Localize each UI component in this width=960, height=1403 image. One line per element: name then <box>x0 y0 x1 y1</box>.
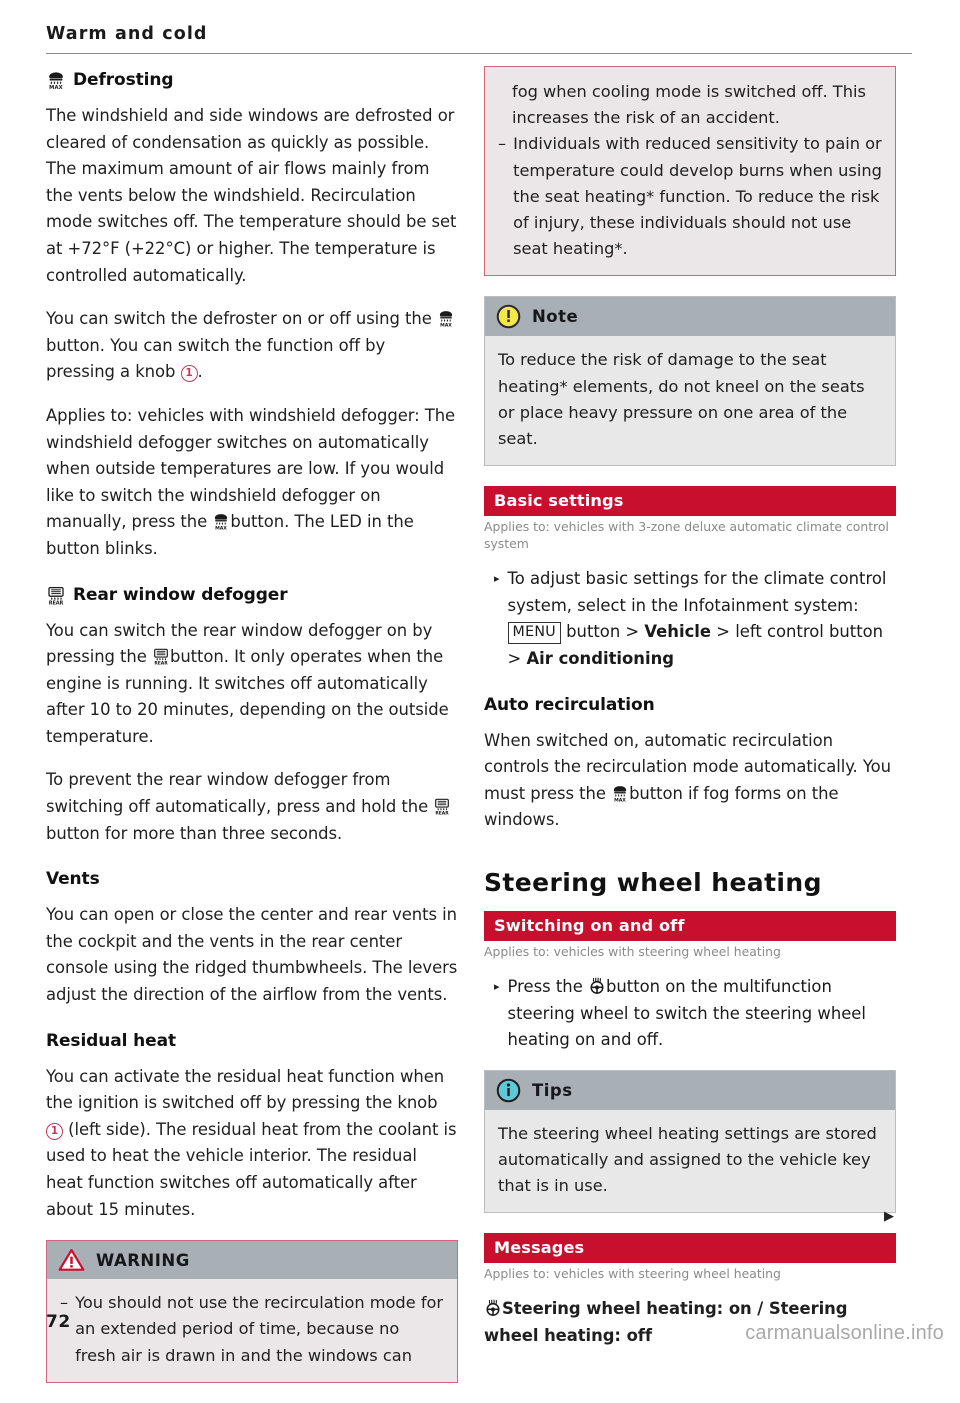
callout-ref-1: 1 <box>181 365 198 382</box>
rear-defogger-p2-part-b: button for more than three seconds. <box>46 823 343 843</box>
defrosting-p2-part-a: You can switch the defroster on or off using the <box>46 309 432 329</box>
switching-on-off-bar: Switching on and off <box>484 911 896 941</box>
max-defrost-icon <box>46 70 66 90</box>
basic-settings-applies-to: Applies to: vehicles with 3-zone deluxe automatic climate control system <box>484 519 889 552</box>
defrosting-p2-end: . <box>197 362 203 382</box>
vents-heading: Vents <box>46 869 100 890</box>
running-header-title: Warm and cold <box>46 24 208 44</box>
warning-continued-second-text: Individuals with reduced sensitivity to pain or temperature could develop burns when using the seat heating* function. To reduce the risk of injury, these individuals should not use seat heating*. <box>513 134 882 259</box>
left-column <box>46 66 458 1403</box>
max-defrost-icon <box>437 309 455 327</box>
warning-continued-first-text: fog when cooling mode is switched off. This increases the risk of an accident. <box>512 82 866 128</box>
step-arrow-icon: ▸ <box>494 979 500 993</box>
residual-heat-heading: Residual heat <box>46 1030 176 1051</box>
note-callout-header <box>485 297 895 336</box>
tips-callout-body <box>485 1110 895 1213</box>
note-callout-title: Note <box>532 307 579 327</box>
svg-text:MAX: MAX <box>49 85 63 90</box>
svg-text:MAX: MAX <box>440 323 452 328</box>
vents-paragraph-1: You can open or close the center and rear vents in the cockpit and the vents in the rear center console using the ridged thumbwheels. The levers adjust the direction of the airflow from the vents. <box>46 905 458 1005</box>
tips-callout-header <box>485 1071 895 1110</box>
svg-text:MAX: MAX <box>614 798 626 802</box>
running-header-rule <box>46 53 912 54</box>
continuation-marker-icon: ▶ <box>884 1209 894 1224</box>
menu-path-vehicle: Vehicle <box>644 622 712 642</box>
warning-dash: – <box>60 1293 69 1313</box>
switching-on-off-step-text <box>508 974 896 1054</box>
basic-settings-step-text-a: To adjust basic settings for the climate control system, select in the Infotainment system: <box>507 569 887 615</box>
note-exclamation-icon <box>496 304 521 329</box>
page-number: 72 <box>46 1312 71 1332</box>
messages-message-text: Steering wheel heating: on / Steering wheel heating: off <box>484 1299 848 1345</box>
svg-text:REAR: REAR <box>48 599 64 605</box>
rear-defogger-paragraph-1 <box>46 618 458 751</box>
svg-text:REAR: REAR <box>435 811 449 816</box>
running-header <box>46 24 912 54</box>
max-defrost-icon <box>212 512 230 530</box>
steering-wheel-heating-icon <box>484 1299 502 1317</box>
defrosting-heading-label: Defrosting <box>73 70 174 90</box>
messages-bar: Messages <box>484 1233 896 1263</box>
warning-callout-continued <box>484 66 896 276</box>
auto-recirculation-heading: Auto recirculation <box>484 694 655 715</box>
rear-defogger-heading-label: Rear window defogger <box>73 584 288 605</box>
switching-step-text-a: Press the <box>507 976 583 996</box>
site-watermark: carmanualsonline.info <box>745 1322 944 1344</box>
basic-settings-bar: Basic settings <box>484 486 896 516</box>
note-callout <box>484 296 896 466</box>
svg-text:REAR: REAR <box>154 661 168 666</box>
rear-defogger-p2-part-a: To prevent the rear window defogger from switching off automatically, press and hold the <box>46 770 429 817</box>
max-defrost-icon <box>611 784 629 802</box>
tips-callout-title: Tips <box>532 1080 573 1100</box>
switching-on-off-step <box>484 974 896 1054</box>
defrosting-paragraph-3 <box>46 403 458 563</box>
tips-callout-text: The steering wheel heating settings are stored automatically and assigned to the vehicle key that is in use. <box>498 1123 877 1196</box>
right-column <box>484 66 896 1367</box>
svg-text:MAX: MAX <box>215 526 228 531</box>
warning-callout-title: WARNING <box>96 1250 190 1270</box>
auto-recirculation-part-a: When switched on, automatic recirculation controls the recirculation mode automatically. You must press the <box>484 730 891 803</box>
warning-callout-continued-body <box>485 67 895 275</box>
note-callout-body <box>485 336 895 465</box>
basic-settings-step-text <box>508 566 896 672</box>
rear-defogger-p1-part-a: You can switch the rear window defogger on by pressing the <box>46 620 433 667</box>
warning-callout-header <box>47 1241 457 1279</box>
menu-path-air-conditioning: Air conditioning <box>526 649 674 669</box>
auto-recirculation-part-b: button if fog forms on the windows. <box>484 783 839 830</box>
defrosting-heading <box>46 70 458 90</box>
defrosting-paragraph-1: The windshield and side windows are defrosted or cleared of condensation as quickly as possible. The maximum amount of air flows mainly from the vents below the windshield. Recirculation mode switches off. The temperature should be set at +72°F (+22°C) or higher. The temperature is controlled automatically. <box>46 106 457 285</box>
switching-step-text-b: button on the multifunction steering wheel to switch the steering wheel heating on and off. <box>507 976 866 1050</box>
rear-defogger-icon <box>152 647 170 665</box>
warning-callout-body <box>47 1279 457 1382</box>
menu-button-key[interactable]: MENU <box>508 622 561 644</box>
warning-triangle-icon <box>58 1248 85 1272</box>
defrosting-paragraph-2 <box>46 306 458 386</box>
basic-settings-step-text-b: button > <box>566 622 640 642</box>
residual-heat-p1-part-b: (left side). The residual heat from the coolant is used to heat the vehicle interior. The residual heat function switches off automatically after about 15 minutes. <box>46 1119 457 1219</box>
rear-defogger-heading <box>46 585 458 605</box>
warning-continued-dash: – <box>498 134 507 154</box>
tips-callout <box>484 1070 896 1214</box>
residual-heat-p1-part-a: You can activate the residual heat function when the ignition is switched off by pressing the knob <box>46 1066 445 1113</box>
note-callout-text: To reduce the risk of damage to the seat heating* elements, do not kneel on the seats or place heavy pressure on one area of the seat. <box>498 350 865 449</box>
step-arrow-icon: ▸ <box>494 572 500 586</box>
rear-defogger-icon <box>433 797 451 815</box>
switching-on-off-applies-to: Applies to: vehicles with steering wheel heating <box>484 943 781 959</box>
warning-callout <box>46 1240 458 1383</box>
auto-recirculation-paragraph <box>484 728 896 834</box>
residual-heat-paragraph-1 <box>46 1064 458 1224</box>
tips-info-icon <box>496 1078 521 1103</box>
steering-wheel-heating-title: Steering wheel heating <box>484 867 822 897</box>
basic-settings-step <box>484 566 896 672</box>
basic-settings-step-text-c: > left control button > <box>507 622 884 669</box>
steering-wheel-heating-icon <box>588 977 606 995</box>
messages-applies-to: Applies to: vehicles with steering wheel heating <box>484 1266 781 1282</box>
callout-ref-1: 1 <box>46 1123 63 1140</box>
rear-defogger-p1-part-b: button. It only operates when the engine is running. It switches off automatically after 10 to 20 minutes, depending on the outside temperature. <box>46 647 449 746</box>
warning-callout-text: You should not use the recirculation mode for an extended period of time, because no fresh air is drawn in and the windows can <box>75 1293 444 1365</box>
defrosting-p2-part-b: button. You can switch the function off by pressing a knob <box>46 335 386 382</box>
rear-defogger-icon <box>46 585 66 605</box>
defrosting-p3-part-b: button. The LED in the button blinks. <box>46 512 414 558</box>
rear-defogger-paragraph-2 <box>46 767 458 847</box>
defrosting-p3-part-a: Applies to: vehicles with windshield defogger: The windshield defogger switches on automatically when outside temperatures are low. If you would like to switch the windshield defogger on manually, press the <box>46 405 456 532</box>
